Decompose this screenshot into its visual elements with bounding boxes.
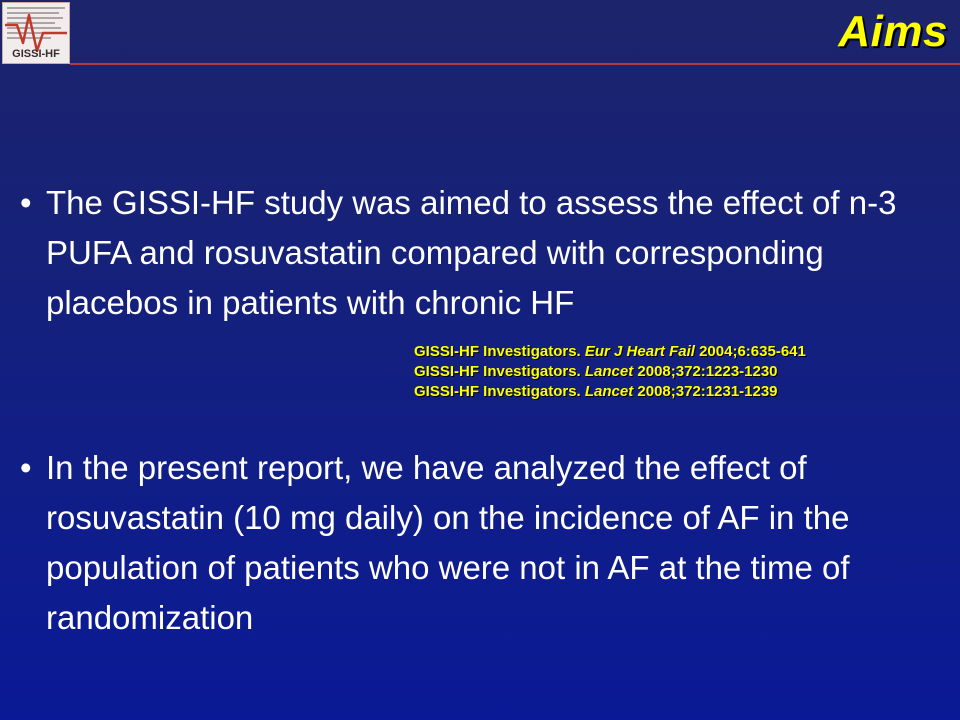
- bullet-study-aim: [20, 178, 950, 328]
- bullet-dot: •: [20, 449, 32, 486]
- bullet-text: The GISSI-HF study was aimed to assess the effect of n-3 PUFA and rosuvastatin compared with corresponding placebos in patients with chronic HF: [46, 184, 897, 321]
- gissi-hf-logo: [2, 2, 70, 64]
- logo-text: GISSI-HF: [12, 48, 60, 60]
- reference-prefix: GISSI-HF Investigators.: [414, 363, 585, 380]
- reference-journal: Lancet: [584, 383, 634, 400]
- header-rule: [70, 63, 960, 65]
- reference-prefix: GISSI-HF Investigators.: [414, 383, 585, 400]
- bullet-present-report: [20, 443, 950, 643]
- reference-citation: 2008;372:1231-1239: [633, 383, 778, 400]
- reference-journal: Eur J Heart Fail: [584, 343, 695, 360]
- reference-line: [414, 382, 954, 402]
- references: [414, 342, 954, 402]
- reference-citation: 2004;6:635-641: [694, 343, 806, 360]
- reference-prefix: GISSI-HF Investigators.: [414, 343, 585, 360]
- bullet-dot: •: [20, 184, 32, 221]
- slide-title: Aims: [838, 7, 948, 56]
- reference-line: [414, 362, 954, 382]
- reference-citation: 2008;372:1223-1230: [633, 363, 778, 380]
- bullet-text: In the present report, we have analyzed the effect of rosuvastatin (10 mg daily) on the incidence of AF in the population of patients who were not in AF at the time of randomization: [46, 449, 850, 636]
- reference-line: [414, 342, 954, 362]
- reference-journal: Lancet: [584, 363, 634, 380]
